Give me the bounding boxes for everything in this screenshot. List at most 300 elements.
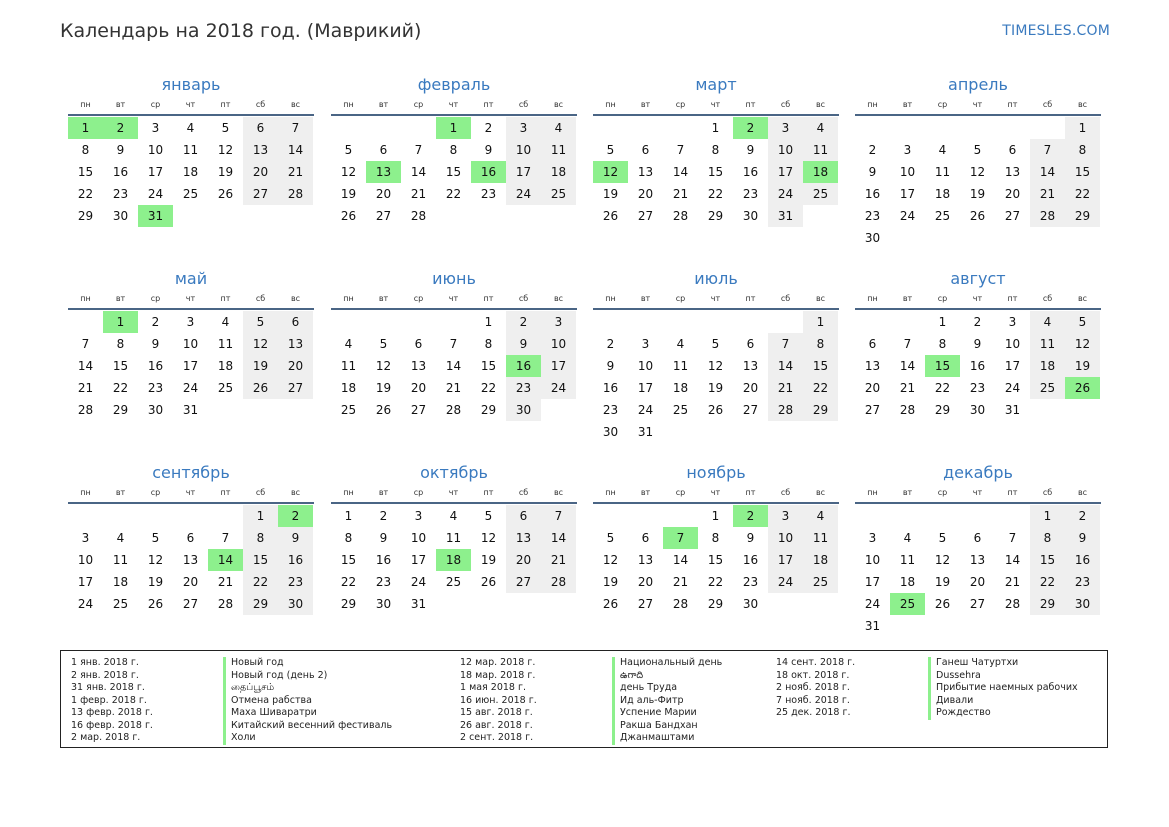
day-cell: 21 [1004,575,1021,589]
day-cell: 9 [379,531,388,545]
weekday-label: сб [255,488,266,497]
day-cell: 16 [742,553,759,567]
month-name: октябрь [420,463,488,482]
site-link[interactable]: TIMESLES.COM [1002,23,1110,39]
weekday-label: чт [972,488,983,497]
empty-cell [925,227,960,249]
weekday-label: ср [675,100,686,109]
day-cell: 17 [147,165,164,179]
day-cell: 27 [1004,209,1021,223]
day-cell: 2 [973,315,982,329]
legend-item [776,695,1078,708]
day-cell: 14 [899,359,916,373]
month-name: февраль [417,75,491,94]
day-cell: 18 [934,187,951,201]
empty-cell [208,205,243,227]
weekend-day-cell: 6 [278,311,313,333]
day-cell: 6 [186,531,195,545]
week-row [855,527,1101,549]
day-cell: 10 [77,553,94,567]
weekday-label: вт [902,488,913,497]
day-cell: 19 [707,381,724,395]
day-cell: 5 [973,143,982,157]
day-cell: 20 [637,575,654,589]
empty-cell [243,399,278,421]
day-cell: 8 [116,337,125,351]
day-cell: 2 [379,509,388,523]
day-cell: 6 [868,337,877,351]
weekend-day-cell: 24 [768,571,803,593]
weekday-header [855,484,1101,504]
empty-cell [593,311,628,333]
weekday-label: пн [867,488,878,497]
weekday-label: сб [255,294,266,303]
weekday-label: вт [378,294,389,303]
day-cell: 7 [903,337,912,351]
day-cell: 4 [676,337,685,351]
weekday-label: пн [80,294,91,303]
empty-cell [628,117,663,139]
weekday-label: чт [185,100,196,109]
empty-cell [960,505,995,527]
day-cell: 12 [147,553,164,567]
day-cell: 18 [340,381,357,395]
week-row [593,377,839,399]
day-cell: 30 [742,209,759,223]
day-cell: 9 [746,531,755,545]
holiday-date: 12 мар. 2018 г. [460,657,536,668]
holiday-day-cell: 2 [278,505,313,527]
holiday-date: 13 февр. 2018 г. [71,707,153,718]
weekday-label: вт [640,488,651,497]
day-cell: 22 [445,187,462,201]
weekend-day-cell: 25 [541,183,576,205]
holiday-legend [60,650,1108,748]
week-row [593,505,839,527]
empty-cell [698,311,733,333]
empty-cell [890,615,925,637]
day-cell: 16 [147,359,164,373]
day-cell: 6 [746,337,755,351]
day-cell: 29 [480,403,497,417]
empty-cell [366,117,401,139]
weekend-day-cell: 24 [506,183,541,205]
legend-item [460,695,722,708]
day-cell: 20 [969,575,986,589]
day-cell: 15 [707,553,724,567]
holiday-name: Дивали [928,695,973,708]
week-row [68,377,314,399]
weekend-day-cell: 1 [243,505,278,527]
day-cell: 31 [410,597,427,611]
empty-cell [925,505,960,527]
holiday-name: Холи [223,732,256,745]
empty-cell [663,117,698,139]
day-cell: 17 [77,575,94,589]
day-cell: 23 [602,403,619,417]
day-cell: 27 [969,597,986,611]
weekend-day-cell: 6 [243,117,278,139]
month-name: январь [161,75,221,94]
weekday-label: пн [867,294,878,303]
day-cell: 27 [637,209,654,223]
empty-cell [803,205,838,227]
day-cell: 11 [445,531,462,545]
weekend-day-cell: 25 [803,183,838,205]
weekday-label: вс [1077,100,1088,109]
day-cell: 5 [711,337,720,351]
day-cell: 28 [410,209,427,223]
day-cell: 17 [410,553,427,567]
holiday-day-cell: 16 [471,161,506,183]
day-cell: 4 [221,315,230,329]
weekday-label: пн [343,294,354,303]
day-cell: 5 [379,337,388,351]
weekend-day-cell: 29 [1030,593,1065,615]
weekday-label: сб [255,100,266,109]
day-cell: 28 [672,209,689,223]
empty-cell [890,311,925,333]
weekday-label: пт [483,488,494,497]
weekday-label: пт [745,294,756,303]
empty-cell [960,117,995,139]
day-cell: 20 [637,187,654,201]
day-cell: 22 [77,187,94,201]
empty-cell [1065,399,1100,421]
weekend-day-cell: 21 [541,549,576,571]
week-row [331,161,577,183]
day-cell: 24 [864,597,881,611]
empty-cell [173,205,208,227]
day-cell: 22 [934,381,951,395]
weekday-label: вс [815,100,826,109]
week-row [593,421,839,443]
day-cell: 23 [147,381,164,395]
weekend-day-cell: 29 [1065,205,1100,227]
weekend-day-cell: 18 [541,161,576,183]
weekend-day-cell: 10 [506,139,541,161]
day-cell: 5 [606,531,615,545]
weekend-day-cell: 18 [1030,355,1065,377]
empty-cell [1030,117,1065,139]
weekday-header [593,96,839,116]
month-days [331,505,577,615]
day-cell: 3 [868,531,877,545]
weekday-label: вт [115,488,126,497]
day-cell: 16 [112,165,129,179]
day-cell: 29 [112,403,129,417]
empty-cell [593,117,628,139]
weekday-label: пт [745,100,756,109]
day-cell: 14 [445,359,462,373]
empty-cell [541,399,576,421]
day-cell: 3 [1008,315,1017,329]
empty-cell [506,205,541,227]
weekend-day-cell: 25 [1030,377,1065,399]
empty-cell [628,311,663,333]
empty-cell [855,311,890,333]
weekday-label: ср [937,294,948,303]
weekday-label: ср [675,294,686,303]
weekday-label: вс [1077,294,1088,303]
day-cell: 8 [484,337,493,351]
empty-cell [68,505,103,527]
weekday-label: сб [518,100,529,109]
day-cell: 12 [340,165,357,179]
day-cell: 25 [340,403,357,417]
month-9 [68,462,314,615]
weekend-day-cell: 17 [541,355,576,377]
weekday-label: чт [448,488,459,497]
holiday-name: Успение Марии [612,707,697,720]
day-cell: 5 [221,121,230,135]
day-cell: 13 [864,359,881,373]
day-cell: 24 [899,209,916,223]
empty-cell [960,227,995,249]
weekend-day-cell: 3 [506,117,541,139]
weekend-day-cell: 12 [1065,333,1100,355]
empty-cell [733,421,768,443]
day-cell: 19 [602,187,619,201]
weekend-day-cell: 28 [278,183,313,205]
day-cell: 22 [340,575,357,589]
day-cell: 26 [217,187,234,201]
legend-item [776,657,1078,670]
empty-cell [1030,227,1065,249]
holiday-date: 1 февр. 2018 г. [71,694,147,706]
day-cell: 17 [899,187,916,201]
day-cell: 3 [151,121,160,135]
legend-item [460,670,722,683]
weekday-label: сб [518,488,529,497]
weekend-day-cell: 15 [1030,549,1065,571]
day-cell: 27 [182,597,199,611]
day-cell: 19 [969,187,986,201]
day-cell: 26 [147,597,164,611]
legend-item [71,670,392,683]
weekday-header [331,484,577,504]
day-cell: 5 [484,509,493,523]
day-cell: 22 [707,187,724,201]
legend-column-1 [71,657,392,745]
day-cell: 30 [602,425,619,439]
weekday-label: вс [815,294,826,303]
weekend-day-cell: 1 [803,311,838,333]
day-cell: 27 [410,403,427,417]
weekend-day-cell: 27 [243,183,278,205]
legend-item [460,732,722,745]
empty-cell [173,505,208,527]
holiday-day-cell: 2 [103,117,138,139]
weekend-day-cell: 27 [278,377,313,399]
week-row [593,183,839,205]
holiday-day-cell: 1 [68,117,103,139]
day-cell: 23 [864,209,881,223]
weekday-label: пн [343,100,354,109]
empty-cell [698,421,733,443]
empty-cell [1030,615,1065,637]
day-cell: 13 [1004,165,1021,179]
holiday-name: Рождество [928,707,991,720]
month-name: сентябрь [152,463,230,482]
holiday-day-cell: 18 [803,161,838,183]
week-row [855,139,1101,161]
empty-cell [331,117,366,139]
day-cell: 14 [672,165,689,179]
weekend-day-cell: 23 [506,377,541,399]
day-cell: 27 [742,403,759,417]
week-row [331,571,577,593]
weekday-label: пт [220,294,231,303]
weekend-day-cell: 13 [243,139,278,161]
day-cell: 28 [672,597,689,611]
weekday-label: вс [553,100,564,109]
week-row [593,593,839,615]
empty-cell [243,205,278,227]
weekday-label: вт [902,294,913,303]
weekday-header [593,290,839,310]
week-row [593,527,839,549]
day-cell: 15 [480,359,497,373]
day-cell: 25 [112,597,129,611]
holiday-date: 18 окт. 2018 г. [776,669,850,681]
weekday-label: пн [80,488,91,497]
day-cell: 15 [340,553,357,567]
empty-cell [925,117,960,139]
weekday-label: вт [115,294,126,303]
week-row [855,227,1101,249]
day-cell: 21 [410,187,427,201]
week-row [855,333,1101,355]
weekend-day-cell: 15 [243,549,278,571]
day-cell: 30 [112,209,129,223]
legend-item [776,682,1078,695]
day-cell: 1 [711,121,720,135]
day-cell: 4 [186,121,195,135]
weekday-label: чт [972,100,983,109]
empty-cell [925,615,960,637]
weekend-day-cell: 5 [1065,311,1100,333]
day-cell: 5 [938,531,947,545]
holiday-date: 7 нояб. 2018 г. [776,694,850,706]
weekend-day-cell: 23 [278,571,313,593]
month-8 [855,268,1101,421]
day-cell: 8 [711,531,720,545]
empty-cell [768,421,803,443]
day-cell: 5 [151,531,160,545]
weekday-label: вт [115,100,126,109]
day-cell: 9 [868,165,877,179]
day-cell: 26 [707,403,724,417]
empty-cell [436,205,471,227]
month-days [68,505,314,615]
day-cell: 6 [1008,143,1017,157]
weekend-day-cell: 13 [506,527,541,549]
weekday-label: чт [710,294,721,303]
weekend-day-cell: 27 [506,571,541,593]
day-cell: 27 [637,597,654,611]
week-row [68,355,314,377]
week-row [855,505,1101,527]
weekday-header [593,484,839,504]
weekday-header [68,290,314,310]
day-cell: 12 [934,553,951,567]
day-cell: 26 [602,209,619,223]
day-cell: 7 [414,143,423,157]
day-cell: 27 [864,403,881,417]
day-cell: 6 [973,531,982,545]
weekday-label: ср [150,294,161,303]
weekend-day-cell: 3 [541,311,576,333]
day-cell: 26 [375,403,392,417]
weekend-day-cell: 22 [1030,571,1065,593]
legend-column-2 [460,657,722,745]
weekday-label: пт [745,488,756,497]
legend-item [71,720,392,733]
weekend-day-cell: 8 [803,333,838,355]
weekend-day-cell: 4 [1030,311,1065,333]
empty-cell [1030,399,1065,421]
day-cell: 15 [445,165,462,179]
legend-column-3 [776,657,1078,720]
day-cell: 21 [672,187,689,201]
weekend-day-cell: 14 [1030,161,1065,183]
holiday-date: 25 дек. 2018 г. [776,707,851,718]
weekday-label: пт [483,100,494,109]
weekend-day-cell: 11 [803,139,838,161]
day-cell: 20 [742,381,759,395]
day-cell: 23 [375,575,392,589]
holiday-date: 15 авг. 2018 г. [460,707,533,718]
week-row [331,355,577,377]
day-cell: 3 [641,337,650,351]
holiday-date: 14 сент. 2018 г. [776,657,856,668]
month-6 [331,268,577,421]
month-12 [855,462,1101,637]
weekday-label: пн [343,488,354,497]
weekday-label: вт [640,294,651,303]
day-cell: 7 [676,143,685,157]
weekend-day-cell: 15 [803,355,838,377]
week-row [68,527,314,549]
day-cell: 31 [1004,403,1021,417]
day-cell: 29 [707,597,724,611]
day-cell: 26 [602,597,619,611]
weekend-day-cell: 25 [803,571,838,593]
weekday-label: ср [675,488,686,497]
empty-cell [803,421,838,443]
weekday-label: пн [867,100,878,109]
day-cell: 18 [672,381,689,395]
empty-cell [1065,227,1100,249]
holiday-name: Ракша Бандхан [612,720,698,733]
month-name: июль [694,269,738,288]
week-row [68,205,314,227]
day-cell: 2 [484,121,493,135]
holiday-day-cell: 15 [925,355,960,377]
day-cell: 25 [445,575,462,589]
weekday-label: вс [1077,488,1088,497]
day-cell: 16 [375,553,392,567]
weekend-day-cell: 2 [506,311,541,333]
weekend-day-cell: 14 [278,139,313,161]
day-cell: 1 [711,509,720,523]
month-1 [68,74,314,227]
day-cell: 16 [864,187,881,201]
day-cell: 11 [899,553,916,567]
holiday-day-cell: 25 [890,593,925,615]
week-row [331,139,577,161]
